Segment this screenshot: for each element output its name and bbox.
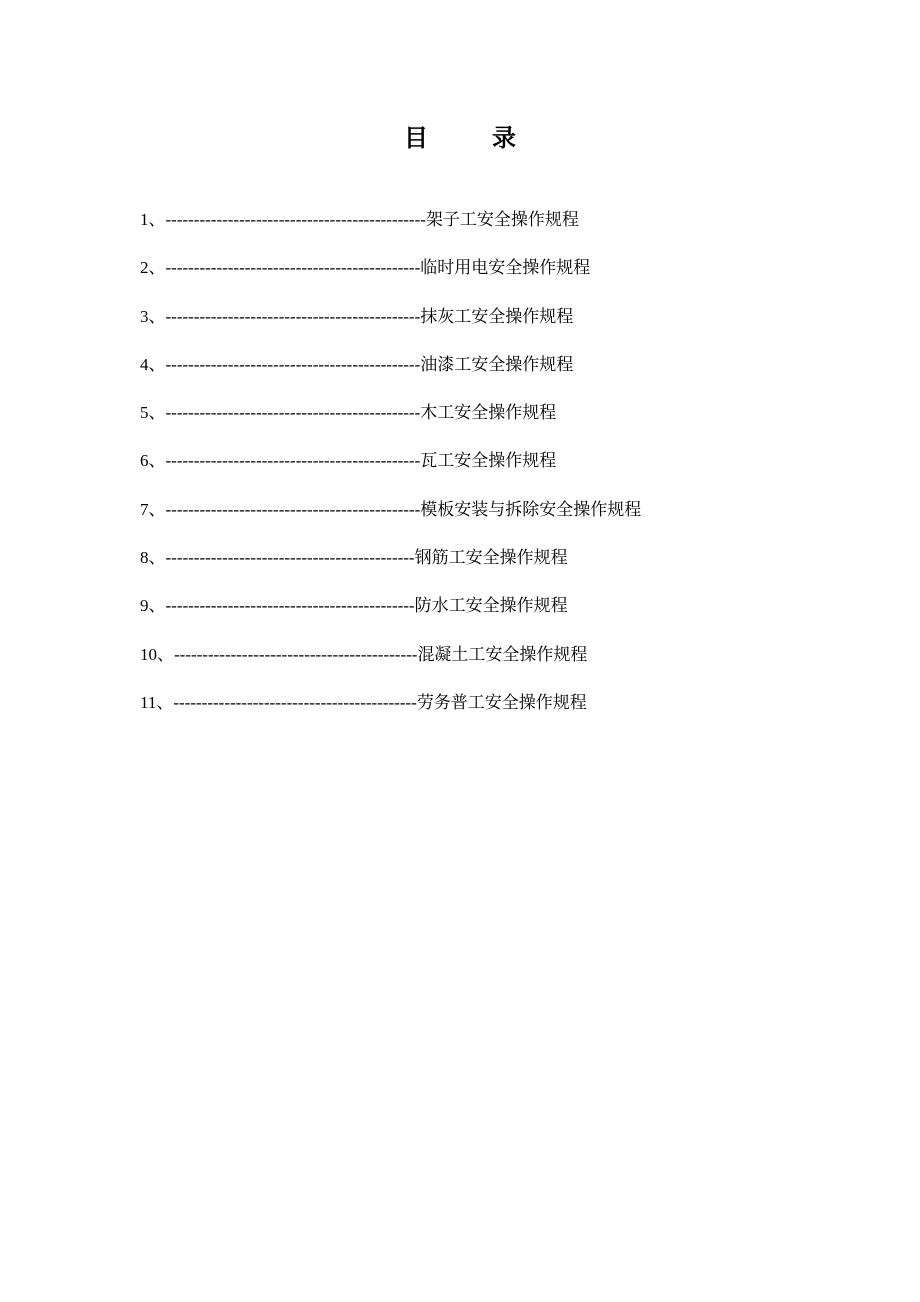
toc-label: 防水工安全操作规程 [414, 596, 568, 617]
toc-number: 5、 [140, 403, 166, 423]
toc-label: 油漆工安全操作规程 [420, 354, 574, 375]
toc-item-6[interactable] [140, 445, 780, 493]
toc-label: 抹灰工安全操作规程 [420, 306, 574, 327]
table-of-contents [140, 204, 780, 735]
toc-label: 临时用电安全操作规程 [420, 258, 591, 279]
toc-label: 木工安全操作规程 [420, 403, 557, 424]
toc-label: 劳务普工安全操作规程 [416, 692, 587, 713]
title-char-1: 目 [404, 123, 428, 152]
toc-item-4[interactable] [140, 349, 780, 397]
toc-leader: --------------------------------------------- [165, 306, 421, 326]
title-char-2: 录 [492, 123, 516, 152]
toc-leader: --------------------------------------------- [165, 451, 421, 471]
toc-number: 4、 [140, 354, 166, 374]
toc-number: 3、 [140, 306, 166, 326]
toc-number: 1、 [140, 210, 166, 229]
toc-label: 瓦工安全操作规程 [420, 451, 557, 472]
toc-label: 架子工安全操作规程 [425, 210, 579, 230]
toc-label: 混凝土工安全操作规程 [417, 644, 588, 665]
toc-number: 2、 [140, 258, 166, 278]
toc-number: 11、 [140, 692, 174, 712]
toc-item-9[interactable] [140, 590, 780, 638]
toc-item-11[interactable] [140, 687, 780, 735]
toc-leader: ------------------------------------------- [174, 644, 418, 664]
toc-item-10[interactable] [140, 639, 780, 687]
toc-number: 6、 [140, 451, 166, 471]
toc-item-5[interactable] [140, 397, 780, 445]
toc-leader: --------------------------------------------- [165, 499, 421, 519]
toc-leader: ---------------------------------------------- [165, 210, 426, 229]
toc-leader: ------------------------------------------- [173, 692, 417, 712]
toc-number: 9、 [140, 596, 166, 616]
toc-item-3[interactable] [140, 301, 780, 349]
toc-item-1[interactable] [140, 204, 780, 252]
toc-item-7[interactable] [140, 494, 780, 542]
toc-leader: -------------------------------------------- [165, 596, 415, 616]
toc-leader: --------------------------------------------- [165, 403, 421, 423]
toc-label: 钢筋工安全操作规程 [414, 548, 568, 569]
toc-number: 8、 [140, 548, 166, 568]
toc-leader: -------------------------------------------- [165, 548, 415, 568]
toc-label: 模板安装与拆除安全操作规程 [420, 499, 642, 520]
toc-item-2[interactable] [140, 252, 780, 300]
toc-leader: --------------------------------------------- [165, 354, 421, 374]
toc-item-8[interactable] [140, 542, 780, 590]
page-title [0, 118, 920, 153]
toc-number: 10、 [140, 644, 174, 664]
toc-leader: --------------------------------------------- [165, 258, 421, 278]
toc-number: 7、 [140, 499, 166, 519]
